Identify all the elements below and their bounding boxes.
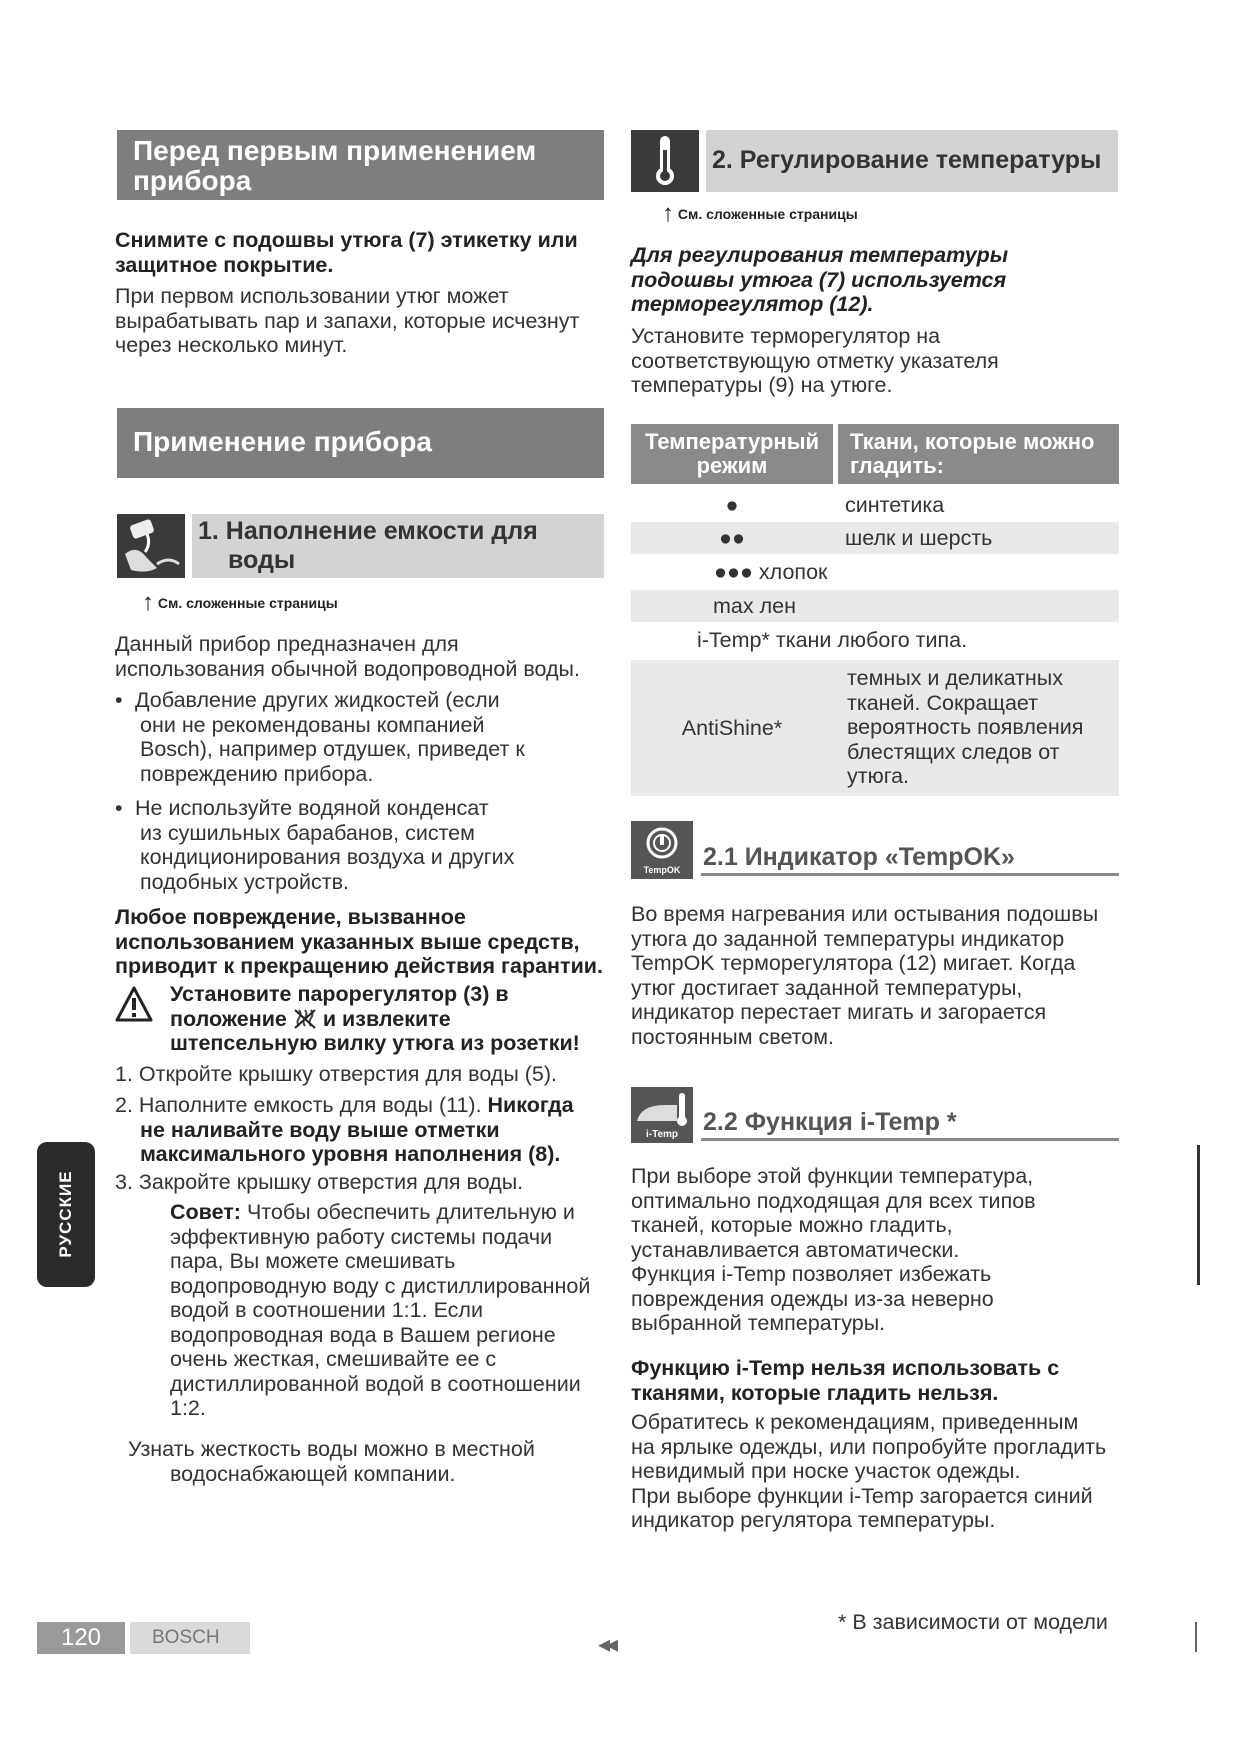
folded-pages-ref-left: ↑ См. сложенные страницы [142, 589, 338, 616]
step-3: 3. Закройте крышку отверстия для воды. [115, 1170, 524, 1194]
tip-block: Совет: Чтобы обеспечить длительную и эффективную работу системы подачи пара, Вы можете смешивать водопроводную воду с дистиллированной водой в соотношении 1:1. Если водопроводная вода в Вашем регионе очень жесткая, смешивайте ее с дистиллированной водой в соотношении 1:2. [170, 1200, 591, 1420]
margin-rule [1195, 1622, 1197, 1652]
itemp-icon-label: i-Temp [645, 1129, 679, 1140]
subsection-title-temperature: 2. Регулирование температуры [706, 130, 1118, 192]
brand-label: BOSCH [152, 1627, 220, 1648]
warning-triangle-icon [115, 986, 153, 1022]
table-header-mode: Температурный режим [631, 424, 833, 484]
table-row [631, 624, 1119, 656]
table-cell-fabric: синтетика [845, 493, 945, 517]
table-cell-fabric: шелк и шерсть [845, 526, 993, 550]
table-row [631, 522, 1119, 554]
itemp-title: 2.2 Функция i-Temp * [701, 1107, 1119, 1141]
page-number: 120 [60, 1624, 102, 1651]
table-cell-mode: ●●● хлопок [714, 560, 828, 584]
no-steam-icon [293, 1008, 317, 1030]
table-row [631, 590, 1119, 622]
arrow-up-icon: ↑ [662, 200, 674, 227]
tempok-icon [631, 821, 693, 879]
bullet-condensate: • Не используйте водяной конденсат из сушильных барабанов, систем кондиционирования воздуха и других подобных устройств. [115, 796, 515, 894]
water-fill-icon [117, 514, 185, 578]
paragraph-tap-water: Данный прибор предназначен для использования обычной водопроводной воды. [115, 632, 580, 681]
table-cell-mode: ●● [719, 526, 745, 550]
arrow-up-icon: ↑ [142, 589, 154, 616]
itemp-icon [631, 1087, 693, 1143]
warning-unplug: Установите парорегулятор (3) в положение и извлеките штепсельную вилку утюга из розетки! [170, 982, 580, 1055]
brand-box [130, 1622, 250, 1654]
footnote: * В зависимости от модели [838, 1610, 1108, 1634]
temperature-intro-text: Установите терморегулятор на соответствующую отметку указателя температуры (9) на утюге. [631, 324, 999, 397]
table-cell-mode: ● [725, 493, 739, 517]
table-row [631, 660, 1119, 796]
table-cell-fabric: темных и деликатных тканей. Сокращает вероятность появления блестящих следов от утюга. [847, 666, 1084, 788]
language-tab-label: РУССКИЕ [56, 1170, 75, 1258]
table-header-fabrics: Ткани, которые можно гладить: [838, 424, 1119, 484]
subsection-title-water-fill: 1. Наполнение емкости для воды [192, 514, 604, 578]
tempok-icon-label: TempOK [643, 865, 681, 875]
intro-bold: Снимите с подошвы утюга (7) этикетку или защитное покрытие. [115, 228, 578, 277]
nav-back-icon[interactable]: ◂◂ [598, 1631, 615, 1658]
temperature-intro-bold: Для регулирования температуры подошвы утюга (7) используется терморегулятор (12). [631, 243, 1009, 316]
tempok-text: Во время нагревания или остывания подошвы утюга до заданной температуры индикатор TempOK терморегулятора (12) мигает. Когда утюг достигает заданной температуры, индикатор перестает мигать и загорается постоянным светом. [631, 902, 1099, 1049]
water-hardness-note: Узнать жесткость воды можно в местной водоснабжающей компании. [128, 1437, 535, 1486]
bullet-other-liquids: • Добавление других жидкостей (если они не рекомендованы компанией Bosch), например отдушек, приведет к повреждению прибора. [115, 688, 525, 786]
table-row [631, 490, 1119, 520]
step-2: 2. Наполните емкость для воды (11). Никогда не наливайте воду выше отметки максимального уровня наполнения (8). [115, 1093, 574, 1166]
folded-pages-ref-right: ↑ См. сложенные страницы [662, 200, 858, 227]
intro-text: При первом использовании утюг может вырабатывать пар и запахи, которые исчезнут через несколько минут. [115, 284, 580, 357]
warranty-warning: Любое повреждение, вызванное использованием указанных выше средств, приводит к прекращению действия гарантии. [115, 905, 603, 978]
itemp-warning: Функцию i-Temp нельзя использовать с тканями, которые гладить нельзя. [631, 1356, 1060, 1405]
step-1: 1. Откройте крышку отверстия для воды (5). [115, 1062, 558, 1086]
table-cell-mode: i-Temp* ткани любого типа. [697, 628, 968, 652]
tempok-title: 2.1 Индикатор «TempOK» [701, 842, 1119, 876]
section-title-before-first-use: Перед первым применением прибора [117, 130, 604, 200]
itemp-text-1: При выборе этой функции температура, оптимально подходящая для всех типов тканей, которые можно гладить, устанавливается автоматически. Функция i-Temp позволяет избежать повреждения одежды из-за неверно выбранной температуры. [631, 1164, 1036, 1335]
table-row [631, 556, 1119, 588]
itemp-text-2: Обратитесь к рекомендациям, приведенным на ярлыке одежды, или попробуйте прогладить невидимый при носке участок одежды. При выборе функции i-Temp загорается синий индикатор регулятора температуры. [631, 1410, 1107, 1532]
thermometer-icon [631, 130, 699, 192]
page-number-box [37, 1622, 125, 1654]
table-cell-mode: AntiShine* [681, 716, 783, 740]
section-title-usage: Применение прибора [117, 408, 604, 478]
language-tab [37, 1142, 95, 1287]
table-cell-mode: max лен [713, 594, 796, 618]
temperature-table [631, 424, 1119, 796]
margin-rule [1197, 1145, 1200, 1285]
